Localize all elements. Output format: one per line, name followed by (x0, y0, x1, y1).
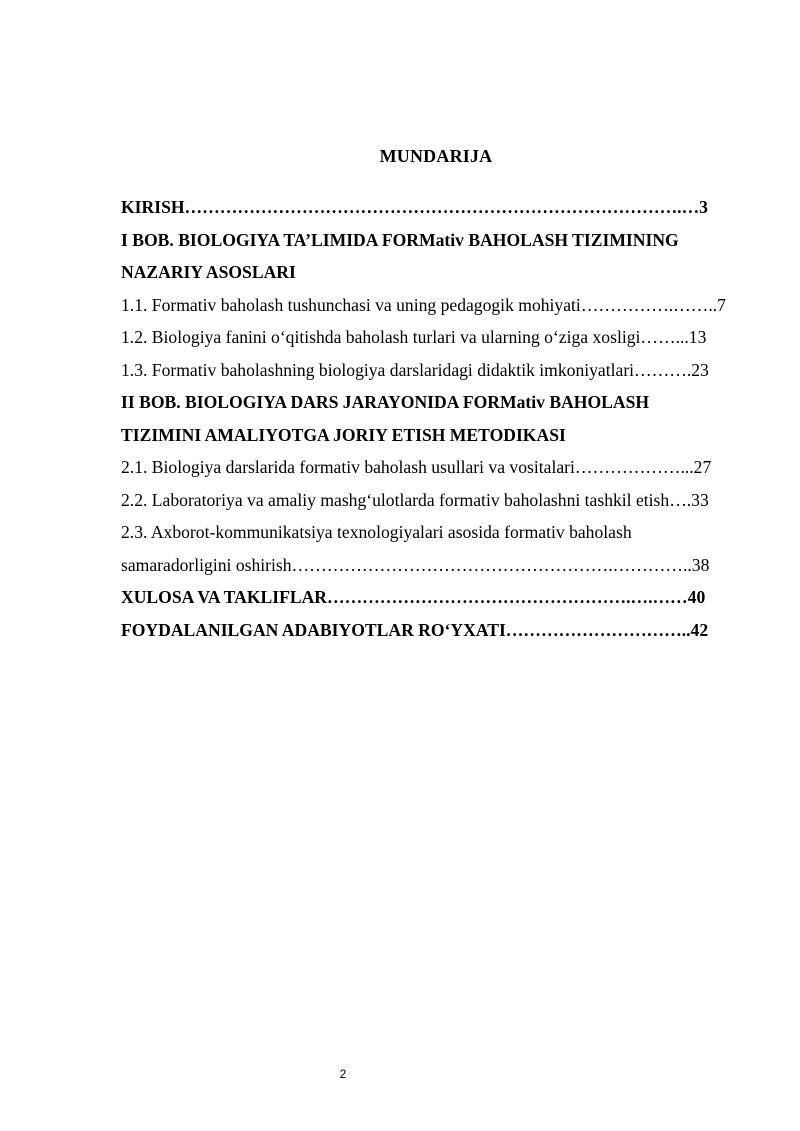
page-title: MUNDARIJA (379, 146, 493, 166)
toc-chapter-1-heading-cont[interactable]: NAZARIY ASOSLARI (121, 262, 296, 282)
toc-chapter-1-heading[interactable]: I BOB. BIOLOGIYA TA’LIMIDA FORMativ BAHOLASH TIZIMINING (121, 229, 679, 250)
toc-chapter-2-heading-cont[interactable]: TIZIMINI AMALIYOTGA JORIY ETISH METODIKASI (121, 424, 566, 445)
page-number: 2 (339, 1067, 347, 1081)
toc-entry-adabiyotlar[interactable]: FOYDALANILGAN ADABIYOTLAR RO‘YXATI…………………………..42 (121, 619, 709, 640)
toc-entry-1-3[interactable]: 1.3. Formativ baholashning biologiya darslaridagi didaktik imkoniyatlari……….23 (121, 359, 709, 380)
toc-entry-1-1[interactable]: 1.1. Formativ baholash tushunchasi va uning pedagogik mohiyati…………….……..7 (121, 294, 726, 315)
toc-entry-2-3-cont[interactable]: samaradorligini oshirish……………………………………………….…………..38 (121, 554, 710, 575)
toc-entry-2-3[interactable]: 2.3. Axborot-kommunikatsiya texnologiyalari asosida formativ baholash (121, 522, 632, 542)
toc-entry-kirish[interactable]: KIRISH………………………………………………………………………….…3 (121, 197, 708, 217)
toc-entry-2-1[interactable]: 2.1. Biologiya darslarida formativ baholash usullari va vositalari………………...27 (121, 457, 712, 477)
toc-entry-2-2[interactable]: 2.2. Laboratoriya va amaliy mashg‘ulotlarda formativ baholashni tashkil etish….33 (121, 489, 709, 510)
toc-entry-1-2[interactable]: 1.2. Biologiya fanini o‘qitishda baholash turlari va ularning o‘ziga xosligi……...13 (121, 327, 707, 347)
toc-entry-xulosa[interactable]: XULOSA VA TAKLIFLAR…………………………………………….….……40 (121, 587, 706, 607)
toc-chapter-2-heading[interactable]: II BOB. BIOLOGIYA DARS JARAYONIDA FORMativ BAHOLASH (121, 392, 650, 412)
table-of-contents (121, 195, 753, 650)
